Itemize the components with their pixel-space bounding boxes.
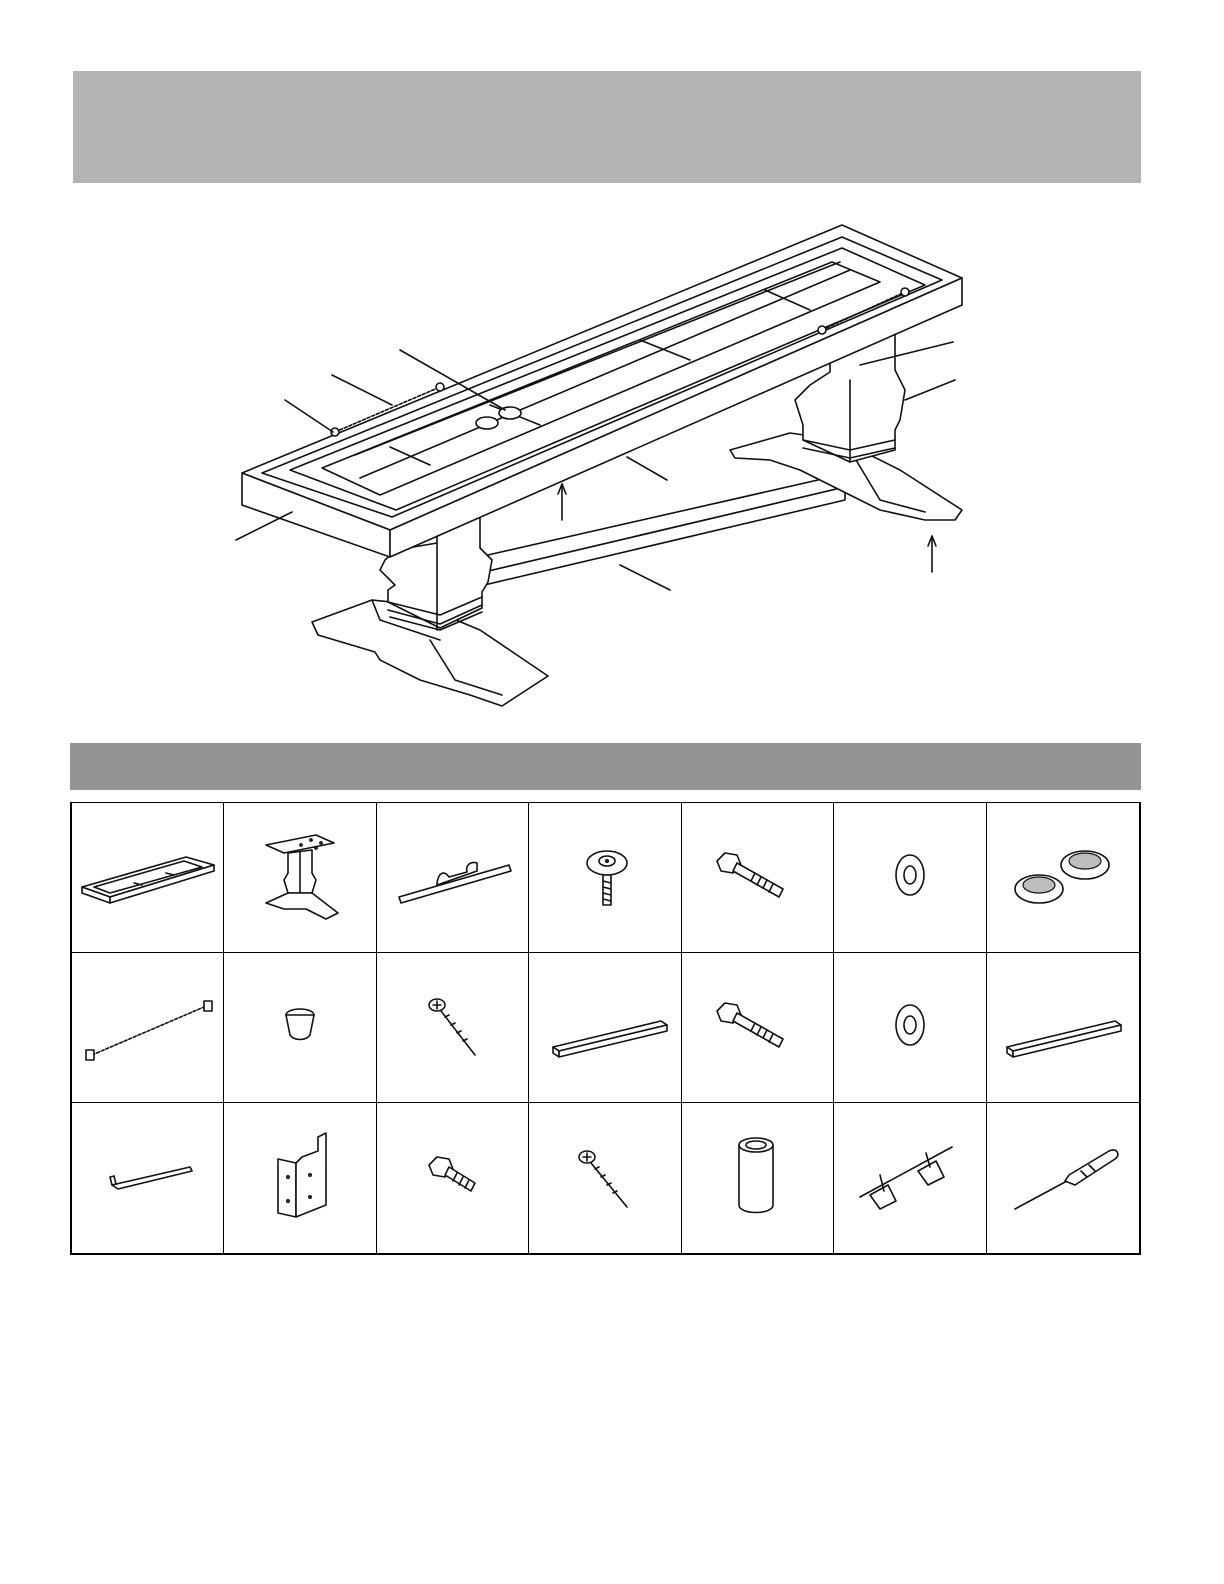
part-cell [987,953,1139,1103]
spring-bumper-icon [74,955,222,1101]
bracket-icon [226,1105,374,1251]
wood-strip-icon [989,955,1137,1101]
screw-icon [531,1105,679,1251]
part-cell [72,953,224,1103]
part-cell [377,953,529,1103]
powder-canister-icon [683,1105,831,1251]
part-cell [224,953,376,1103]
part-cell [377,1103,529,1253]
leveler-foot-icon [531,805,679,951]
part-cell [834,803,986,953]
part-cell [72,803,224,953]
screwdriver-icon [989,1105,1137,1251]
parts-grid [70,802,1141,1255]
long-bolt-icon [683,955,831,1101]
part-cell [224,803,376,953]
part-cell [224,1103,376,1253]
part-cell [72,1103,224,1253]
part-cell [682,803,834,953]
playfield-icon [74,805,222,951]
part-cell [529,1103,681,1253]
leg-pedestal-icon [226,805,374,951]
part-cell [529,803,681,953]
part-cell [834,1103,986,1253]
part-cell [529,953,681,1103]
wood-strip-icon [531,955,679,1101]
short-bolt-icon [379,1105,527,1251]
overview-banner [73,71,1141,183]
washer-icon [836,955,984,1101]
pucks-icon [989,805,1137,951]
rubber-cap-icon [226,955,374,1101]
allen-wrench-icon [74,1105,222,1251]
parts-banner [70,743,1141,790]
bumper-brackets-icon [836,1105,984,1251]
part-cell [987,803,1139,953]
long-bolt-icon [683,805,831,951]
washer-icon [836,805,984,951]
table-exploded-diagram [0,200,1224,730]
screw-icon [379,955,527,1101]
part-cell [377,803,529,953]
part-cell [987,1103,1139,1253]
part-cell [682,953,834,1103]
part-cell [834,953,986,1103]
part-cell [682,1103,834,1253]
crossbar-panel-icon [379,805,527,951]
